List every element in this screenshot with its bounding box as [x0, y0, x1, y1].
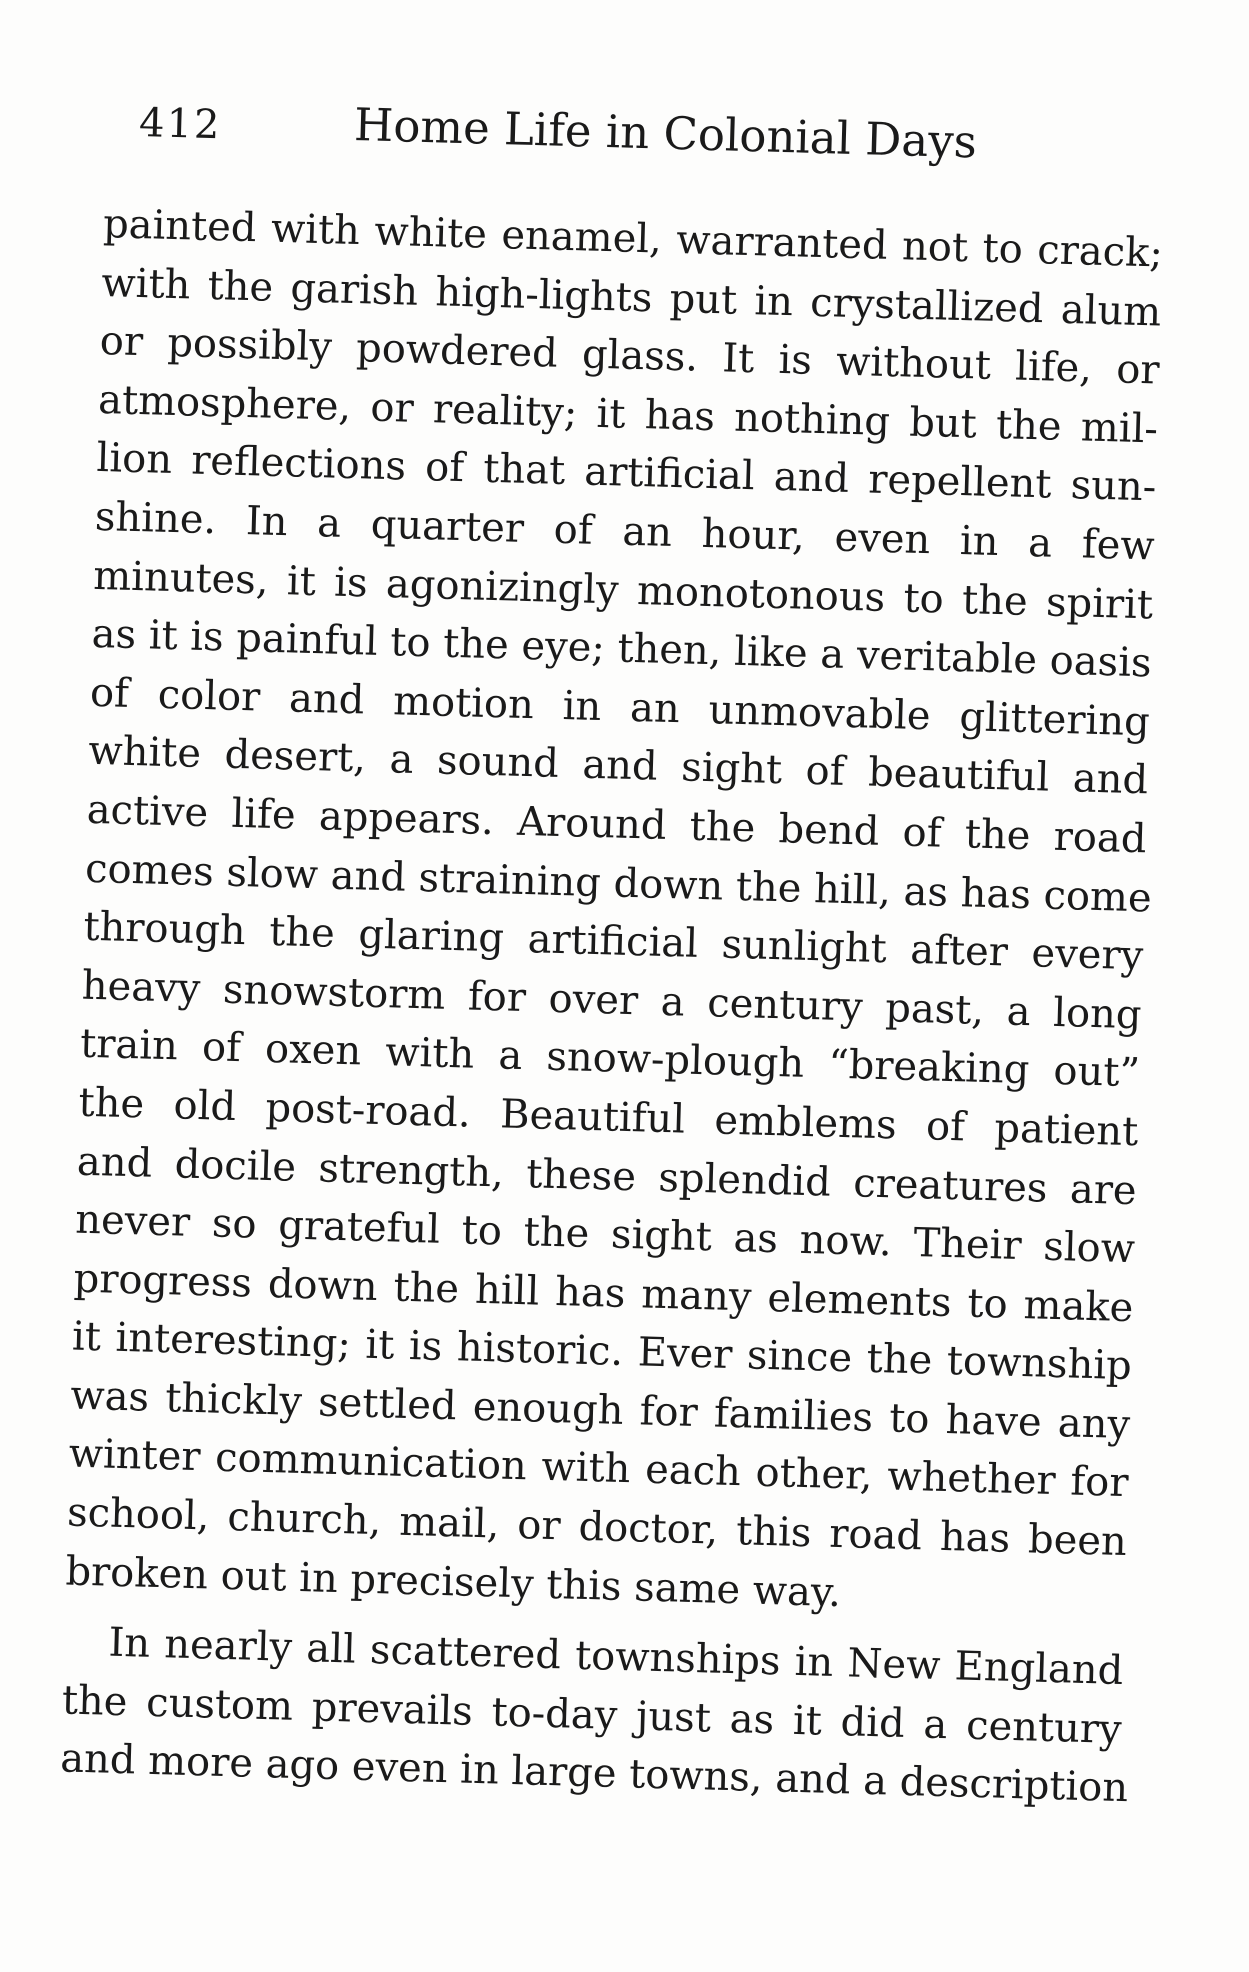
text-line: as it is painful to the eye; then, like a veritable oasis — [91, 610, 1153, 687]
text-line: broken out in precisely this same way. — [64, 1548, 842, 1616]
text-line: or possibly powdered glass. It is without life, or — [99, 318, 1161, 394]
text-line: was thickly settled enough for families to have any — [69, 1372, 1131, 1448]
text-line: with the garish high-lights put in crystallized alum — [100, 259, 1162, 336]
text-line: of color and motion in an unmovable glittering — [89, 669, 1151, 746]
paragraph — [59, 1613, 1129, 1818]
text-line: painted with white enamel, warranted not to crack; — [102, 200, 1164, 277]
text-line: it interesting; it is historic. Ever since the township — [71, 1313, 1133, 1390]
text-line: lion reflections of that artificial and repellent sun- — [96, 435, 1157, 511]
text-line: the custom prevails to-day just as it did a century — [61, 1677, 1123, 1753]
paragraph — [65, 195, 1164, 1630]
page-header — [138, 92, 1000, 186]
text-line: school, church, mail, or doctor, this road has been — [66, 1489, 1128, 1566]
text-line: and docile strength, these splendid creatures are — [76, 1138, 1138, 1214]
text-line: heavy snowstorm for over a century past, a long — [81, 962, 1143, 1038]
text-line: the old post-road. Beautiful emblems of patient — [78, 1079, 1139, 1156]
text-line: In nearly all scattered townships in New England — [107, 1619, 1124, 1695]
text-line: active life appears. Around the bend of the road — [86, 786, 1148, 863]
text-line: train of oxen with a snow-plough “breaking out” — [79, 1020, 1141, 1097]
text-line: progress down the hill has many elements to make — [73, 1255, 1134, 1331]
text-line: atmosphere, or reality; it has nothing but the mil- — [97, 376, 1159, 453]
body-text — [59, 195, 1163, 1818]
text-line: through the glaring artificial sunlight after every — [82, 903, 1144, 980]
text-line: shine. In a quarter of an hour, even in a few — [94, 493, 1156, 570]
text-line: winter communication with each other, whether for — [68, 1430, 1130, 1507]
text-line: white desert, a sound and sight of beautiful and — [87, 728, 1149, 804]
running-title: Home Life in Colonial Days — [353, 98, 978, 169]
text-line: and more ago even in large towns, and a description — [59, 1735, 1129, 1812]
text-line: minutes, it is agonizingly monotonous to the spirit — [92, 552, 1154, 629]
page-number: 412 — [138, 99, 223, 149]
text-line: never so grateful to the sight as now. Their slow — [74, 1196, 1136, 1273]
text-line: comes slow and straining down the hill, as has come — [84, 845, 1153, 922]
